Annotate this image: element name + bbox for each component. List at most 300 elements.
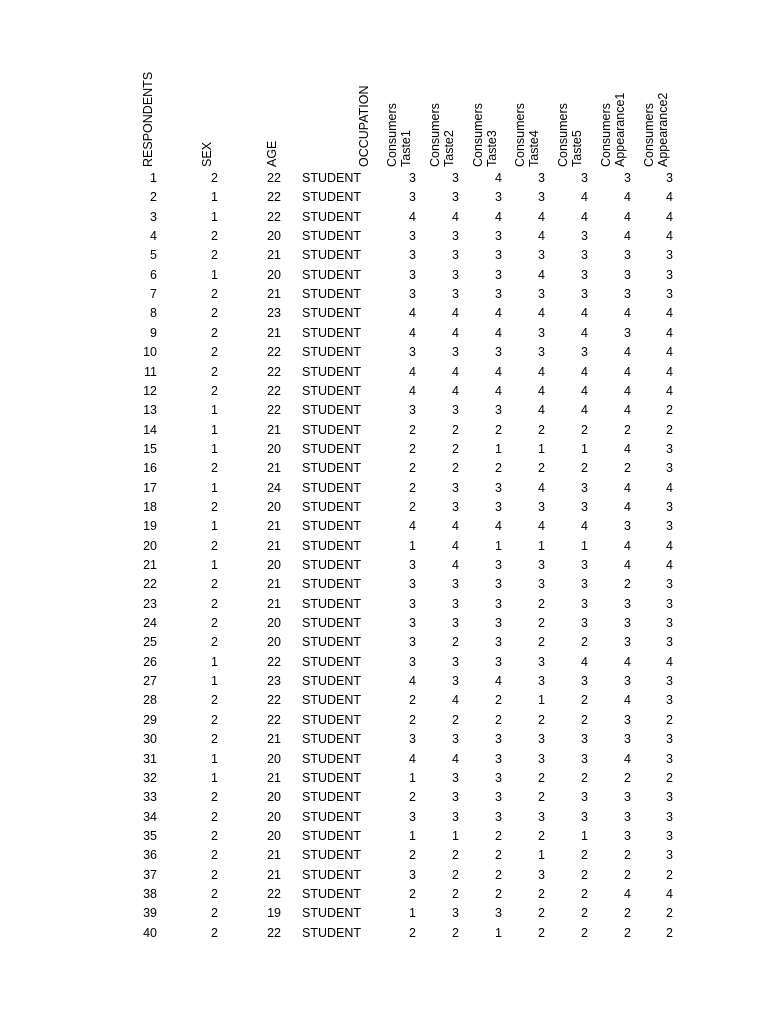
cell-taste2: 3	[452, 267, 459, 282]
cell-taste2: 4	[452, 209, 459, 224]
cell-appearance1: 4	[624, 886, 631, 901]
cell-appearance1: 2	[624, 848, 631, 863]
cell-occupation: STUDENT	[302, 616, 362, 631]
cell-sex: 2	[211, 596, 218, 611]
cell-taste4: 3	[538, 190, 545, 205]
column-header-taste4	[513, 57, 547, 167]
cell-taste2: 1	[452, 828, 459, 843]
cell-appearance2: 3	[666, 751, 673, 766]
cell-age: 21	[267, 519, 281, 534]
cell-taste2: 3	[452, 577, 459, 592]
cell-appearance1: 4	[624, 229, 631, 244]
cell-taste4: 2	[538, 616, 545, 631]
cell-appearance2: 3	[666, 441, 673, 456]
cell-age: 20	[267, 790, 281, 805]
cell-age: 20	[267, 616, 281, 631]
cell-taste2: 4	[452, 693, 459, 708]
cell-respondent: 15	[143, 441, 157, 456]
cell-taste4: 3	[538, 751, 545, 766]
cell-appearance1: 3	[624, 287, 631, 302]
cell-respondent: 25	[143, 635, 157, 650]
cell-sex: 2	[211, 287, 218, 302]
cell-taste1: 4	[409, 519, 416, 534]
cell-appearance1: 2	[624, 461, 631, 476]
column-header-label: Consumers Appearance1	[599, 92, 627, 167]
cell-respondent: 2	[150, 190, 157, 205]
cell-age: 22	[267, 345, 281, 360]
cell-appearance1: 3	[624, 809, 631, 824]
cell-appearance2: 4	[666, 886, 673, 901]
cell-sex: 2	[211, 364, 218, 379]
cell-taste3: 3	[495, 596, 502, 611]
column-header-label: Consumers Taste4	[513, 103, 541, 167]
cell-taste3: 3	[495, 229, 502, 244]
cell-taste5: 1	[581, 828, 588, 843]
cell-taste2: 2	[452, 422, 459, 437]
cell-respondent: 36	[143, 848, 157, 863]
cell-taste2: 3	[452, 499, 459, 514]
cell-taste1: 4	[409, 325, 416, 340]
cell-appearance1: 3	[624, 267, 631, 282]
cell-respondent: 20	[143, 538, 157, 553]
cell-appearance1: 3	[624, 732, 631, 747]
cell-taste1: 2	[409, 461, 416, 476]
table-row	[0, 691, 768, 710]
cell-appearance1: 3	[624, 828, 631, 843]
cell-taste3: 3	[495, 732, 502, 747]
cell-taste2: 4	[452, 325, 459, 340]
cell-taste3: 4	[495, 383, 502, 398]
cell-taste4: 3	[538, 867, 545, 882]
cell-occupation: STUDENT	[302, 345, 362, 360]
cell-appearance2: 2	[666, 925, 673, 940]
cell-taste4: 3	[538, 809, 545, 824]
cell-taste1: 3	[409, 403, 416, 418]
cell-appearance1: 2	[624, 925, 631, 940]
cell-appearance1: 3	[624, 616, 631, 631]
cell-occupation: STUDENT	[302, 848, 362, 863]
cell-taste5: 3	[581, 732, 588, 747]
cell-occupation: STUDENT	[302, 538, 362, 553]
cell-appearance2: 3	[666, 461, 673, 476]
cell-age: 22	[267, 190, 281, 205]
cell-taste3: 2	[495, 693, 502, 708]
cell-taste1: 3	[409, 616, 416, 631]
cell-taste5: 4	[581, 519, 588, 534]
cell-taste4: 1	[538, 693, 545, 708]
column-header-appearance1	[599, 57, 633, 167]
table-row	[0, 401, 768, 420]
cell-occupation: STUDENT	[302, 480, 362, 495]
cell-taste5: 4	[581, 306, 588, 321]
cell-taste5: 2	[581, 693, 588, 708]
cell-respondent: 12	[143, 383, 157, 398]
cell-age: 22	[267, 364, 281, 379]
cell-taste5: 4	[581, 209, 588, 224]
cell-sex: 2	[211, 577, 218, 592]
table-row	[0, 285, 768, 304]
cell-taste3: 4	[495, 364, 502, 379]
cell-age: 22	[267, 712, 281, 727]
cell-appearance2: 3	[666, 674, 673, 689]
cell-appearance1: 3	[624, 635, 631, 650]
cell-occupation: STUDENT	[302, 267, 362, 282]
cell-appearance2: 4	[666, 345, 673, 360]
cell-taste5: 4	[581, 364, 588, 379]
cell-taste4: 1	[538, 848, 545, 863]
cell-taste2: 3	[452, 790, 459, 805]
cell-taste3: 3	[495, 267, 502, 282]
cell-taste4: 2	[538, 635, 545, 650]
cell-taste2: 4	[452, 306, 459, 321]
cell-age: 22	[267, 886, 281, 901]
cell-appearance2: 3	[666, 616, 673, 631]
cell-respondent: 33	[143, 790, 157, 805]
cell-occupation: STUDENT	[302, 751, 362, 766]
cell-appearance2: 3	[666, 828, 673, 843]
cell-sex: 1	[211, 674, 218, 689]
cell-taste5: 2	[581, 635, 588, 650]
cell-taste1: 3	[409, 267, 416, 282]
column-header-appearance2	[642, 57, 676, 167]
cell-taste1: 4	[409, 751, 416, 766]
table-row	[0, 711, 768, 730]
cell-taste2: 3	[452, 403, 459, 418]
cell-taste1: 2	[409, 712, 416, 727]
cell-taste5: 1	[581, 538, 588, 553]
cell-appearance1: 4	[624, 499, 631, 514]
cell-sex: 1	[211, 751, 218, 766]
cell-taste1: 1	[409, 538, 416, 553]
cell-appearance2: 3	[666, 693, 673, 708]
cell-taste3: 3	[495, 616, 502, 631]
cell-sex: 1	[211, 519, 218, 534]
cell-age: 21	[267, 287, 281, 302]
cell-respondent: 5	[150, 248, 157, 263]
cell-taste5: 3	[581, 616, 588, 631]
cell-respondent: 39	[143, 906, 157, 921]
cell-occupation: STUDENT	[302, 171, 362, 185]
cell-age: 22	[267, 171, 281, 185]
cell-taste2: 3	[452, 596, 459, 611]
cell-taste2: 2	[452, 925, 459, 940]
cell-appearance2: 4	[666, 209, 673, 224]
cell-sex: 2	[211, 828, 218, 843]
table-row	[0, 246, 768, 265]
table-row	[0, 827, 768, 846]
table-row	[0, 866, 768, 885]
cell-taste5: 3	[581, 751, 588, 766]
cell-taste1: 3	[409, 558, 416, 572]
cell-sex: 2	[211, 171, 218, 185]
cell-taste4: 3	[538, 674, 545, 689]
cell-occupation: STUDENT	[302, 499, 362, 514]
cell-age: 21	[267, 248, 281, 263]
cell-taste5: 2	[581, 770, 588, 785]
column-header-label: Consumers Taste3	[471, 103, 499, 167]
cell-taste5: 3	[581, 345, 588, 360]
cell-taste5: 3	[581, 577, 588, 592]
cell-respondent: 14	[143, 422, 157, 437]
cell-age: 22	[267, 209, 281, 224]
cell-occupation: STUDENT	[302, 383, 362, 398]
cell-taste2: 2	[452, 848, 459, 863]
cell-respondent: 4	[150, 229, 157, 244]
cell-taste2: 4	[452, 364, 459, 379]
table-row	[0, 363, 768, 382]
table-row	[0, 575, 768, 594]
cell-respondent: 26	[143, 654, 157, 669]
cell-appearance2: 3	[666, 267, 673, 282]
cell-taste1: 3	[409, 635, 416, 650]
cell-respondent: 24	[143, 616, 157, 631]
cell-age: 21	[267, 538, 281, 553]
column-header-taste5	[556, 57, 590, 167]
cell-taste1: 2	[409, 790, 416, 805]
table-row	[0, 788, 768, 807]
cell-taste3: 3	[495, 654, 502, 669]
cell-age: 20	[267, 828, 281, 843]
table-row	[0, 459, 768, 478]
table-row	[0, 324, 768, 343]
cell-age: 20	[267, 441, 281, 456]
cell-occupation: STUDENT	[302, 248, 362, 263]
cell-taste5: 3	[581, 499, 588, 514]
cell-taste4: 2	[538, 596, 545, 611]
cell-age: 21	[267, 770, 281, 785]
cell-taste3: 2	[495, 886, 502, 901]
cell-respondent: 21	[143, 558, 157, 572]
cell-taste4: 3	[538, 654, 545, 669]
cell-taste5: 3	[581, 790, 588, 805]
cell-sex: 2	[211, 712, 218, 727]
cell-taste4: 2	[538, 886, 545, 901]
cell-taste5: 2	[581, 886, 588, 901]
cell-appearance2: 3	[666, 848, 673, 863]
cell-taste5: 2	[581, 461, 588, 476]
cell-sex: 2	[211, 848, 218, 863]
cell-taste3: 3	[495, 751, 502, 766]
cell-taste3: 1	[495, 925, 502, 940]
cell-sex: 2	[211, 538, 218, 553]
cell-taste5: 3	[581, 480, 588, 495]
cell-taste5: 3	[581, 596, 588, 611]
cell-taste5: 2	[581, 712, 588, 727]
column-header-label: RESPONDENTS	[141, 71, 155, 167]
column-header-label: Consumers Taste2	[428, 103, 456, 167]
cell-taste2: 3	[452, 248, 459, 263]
cell-taste2: 3	[452, 171, 459, 185]
cell-appearance1: 4	[624, 751, 631, 766]
cell-taste3: 2	[495, 422, 502, 437]
cell-taste1: 3	[409, 190, 416, 205]
cell-appearance2: 4	[666, 325, 673, 340]
cell-taste3: 2	[495, 712, 502, 727]
cell-taste3: 2	[495, 848, 502, 863]
column-header-age	[265, 57, 299, 167]
cell-taste4: 3	[538, 287, 545, 302]
cell-taste3: 4	[495, 519, 502, 534]
cell-occupation: STUDENT	[302, 190, 362, 205]
cell-sex: 1	[211, 403, 218, 418]
table-row	[0, 421, 768, 440]
cell-taste3: 3	[495, 770, 502, 785]
cell-appearance2: 2	[666, 906, 673, 921]
column-header-label: Consumers Appearance2	[642, 92, 670, 167]
cell-taste5: 4	[581, 190, 588, 205]
column-header-taste3	[471, 57, 505, 167]
cell-taste1: 1	[409, 828, 416, 843]
table-row	[0, 440, 768, 459]
table-row	[0, 672, 768, 691]
cell-respondent: 35	[143, 828, 157, 843]
cell-respondent: 38	[143, 886, 157, 901]
cell-sex: 2	[211, 732, 218, 747]
cell-occupation: STUDENT	[302, 306, 362, 321]
cell-age: 21	[267, 596, 281, 611]
cell-taste3: 4	[495, 674, 502, 689]
cell-taste4: 2	[538, 790, 545, 805]
cell-occupation: STUDENT	[302, 906, 362, 921]
cell-taste4: 2	[538, 770, 545, 785]
cell-taste3: 2	[495, 867, 502, 882]
cell-age: 20	[267, 635, 281, 650]
cell-age: 21	[267, 848, 281, 863]
cell-appearance2: 3	[666, 171, 673, 185]
cell-age: 22	[267, 383, 281, 398]
cell-taste2: 2	[452, 867, 459, 882]
cell-appearance2: 3	[666, 635, 673, 650]
cell-appearance2: 3	[666, 499, 673, 514]
cell-age: 20	[267, 229, 281, 244]
cell-occupation: STUDENT	[302, 654, 362, 669]
cell-age: 22	[267, 693, 281, 708]
cell-taste5: 3	[581, 267, 588, 282]
cell-sex: 2	[211, 809, 218, 824]
cell-taste1: 4	[409, 383, 416, 398]
cell-taste5: 2	[581, 906, 588, 921]
cell-appearance1: 4	[624, 480, 631, 495]
cell-appearance1: 3	[624, 596, 631, 611]
cell-taste3: 3	[495, 287, 502, 302]
cell-occupation: STUDENT	[302, 886, 362, 901]
cell-taste4: 2	[538, 828, 545, 843]
cell-taste4: 1	[538, 441, 545, 456]
cell-taste1: 4	[409, 674, 416, 689]
cell-taste2: 3	[452, 190, 459, 205]
cell-taste1: 3	[409, 171, 416, 185]
cell-occupation: STUDENT	[302, 732, 362, 747]
cell-age: 20	[267, 751, 281, 766]
table-row	[0, 924, 768, 943]
cell-respondent: 34	[143, 809, 157, 824]
cell-occupation: STUDENT	[302, 209, 362, 224]
cell-sex: 1	[211, 558, 218, 572]
cell-age: 19	[267, 906, 281, 921]
cell-taste1: 4	[409, 209, 416, 224]
cell-taste4: 4	[538, 519, 545, 534]
table-row	[0, 188, 768, 207]
cell-age: 23	[267, 674, 281, 689]
cell-respondent: 18	[143, 499, 157, 514]
cell-occupation: STUDENT	[302, 674, 362, 689]
table-row	[0, 846, 768, 865]
cell-taste2: 2	[452, 886, 459, 901]
cell-taste3: 3	[495, 403, 502, 418]
cell-appearance1: 4	[624, 441, 631, 456]
cell-age: 20	[267, 499, 281, 514]
cell-appearance2: 3	[666, 577, 673, 592]
cell-respondent: 37	[143, 867, 157, 882]
cell-respondent: 16	[143, 461, 157, 476]
cell-taste2: 3	[452, 906, 459, 921]
cell-occupation: STUDENT	[302, 809, 362, 824]
cell-occupation: STUDENT	[302, 403, 362, 418]
cell-taste4: 3	[538, 558, 545, 572]
cell-appearance2: 2	[666, 403, 673, 418]
cell-age: 22	[267, 654, 281, 669]
cell-taste2: 4	[452, 519, 459, 534]
cell-appearance1: 3	[624, 519, 631, 534]
cell-taste4: 2	[538, 712, 545, 727]
table-row	[0, 769, 768, 788]
cell-appearance1: 4	[624, 403, 631, 418]
cell-taste2: 3	[452, 229, 459, 244]
cell-age: 21	[267, 732, 281, 747]
cell-taste5: 3	[581, 229, 588, 244]
cell-taste1: 4	[409, 306, 416, 321]
cell-respondent: 30	[143, 732, 157, 747]
cell-taste1: 2	[409, 422, 416, 437]
cell-sex: 1	[211, 209, 218, 224]
cell-taste2: 3	[452, 809, 459, 824]
cell-sex: 2	[211, 925, 218, 940]
cell-respondent: 11	[144, 364, 157, 379]
cell-age: 20	[267, 267, 281, 282]
table-row	[0, 266, 768, 285]
cell-age: 24	[267, 480, 281, 495]
cell-respondent: 23	[143, 596, 157, 611]
cell-taste1: 3	[409, 229, 416, 244]
cell-sex: 1	[211, 422, 218, 437]
cell-taste1: 2	[409, 441, 416, 456]
column-header-label: AGE	[265, 140, 279, 167]
table-row	[0, 633, 768, 652]
table-row	[0, 537, 768, 556]
table-row	[0, 479, 768, 498]
cell-respondent: 9	[150, 325, 157, 340]
cell-appearance1: 4	[624, 209, 631, 224]
cell-sex: 1	[211, 190, 218, 205]
cell-appearance1: 2	[624, 422, 631, 437]
cell-appearance2: 2	[666, 770, 673, 785]
cell-appearance1: 3	[624, 171, 631, 185]
cell-appearance2: 4	[666, 383, 673, 398]
cell-occupation: STUDENT	[302, 712, 362, 727]
cell-appearance2: 4	[666, 364, 673, 379]
cell-appearance2: 2	[666, 422, 673, 437]
cell-taste4: 3	[538, 325, 545, 340]
column-header-label: OCCUPATION	[357, 85, 371, 167]
cell-sex: 2	[211, 886, 218, 901]
cell-respondent: 32	[143, 770, 157, 785]
cell-taste2: 4	[452, 558, 459, 572]
cell-taste5: 2	[581, 422, 588, 437]
cell-respondent: 10	[143, 345, 157, 360]
cell-taste3: 3	[495, 906, 502, 921]
cell-taste1: 3	[409, 287, 416, 302]
cell-taste4: 2	[538, 422, 545, 437]
